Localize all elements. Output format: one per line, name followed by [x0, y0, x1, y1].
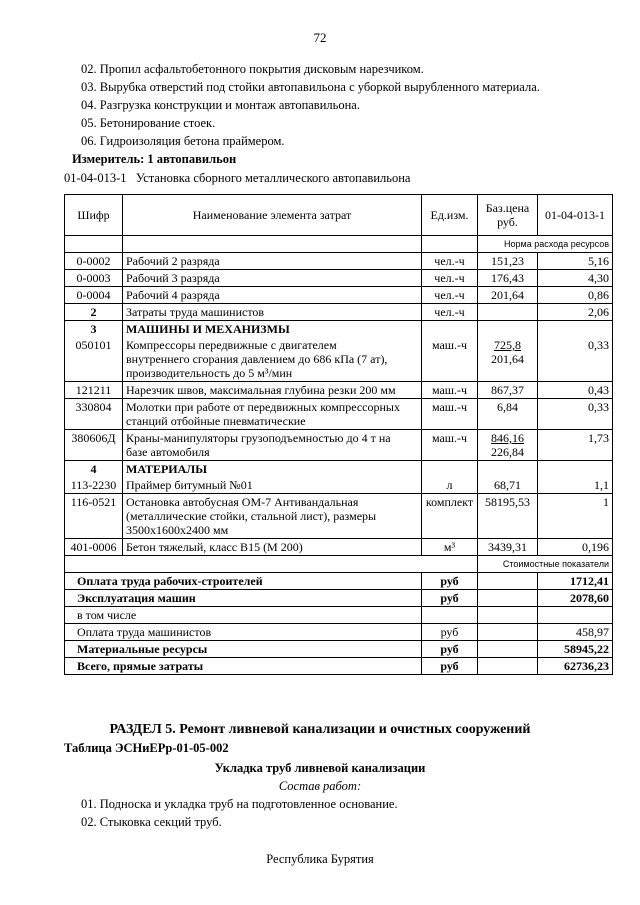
table-row: 121211 Нарезчик швов, максимальная глубина резки 200 мм маш.-ч 867,37 0,43 [65, 382, 613, 399]
summary-row: Всего, прямые затраты руб 62736,23 [65, 658, 613, 675]
cost-caption: Стоимостные показатели [478, 556, 613, 573]
resource-table [64, 194, 613, 675]
norm-caption: Норма расхода ресурсов [478, 236, 613, 253]
page-number: 72 [313, 30, 327, 45]
summary-row: в том числе [65, 607, 613, 624]
table-row: 113-2230 Праймер битумный №01 л 68,71 1,1 [65, 477, 613, 494]
table-row: 0-0004 Рабочий 4 разряда чел.-ч 201,64 0,86 [65, 287, 613, 304]
table-row: 116-0521 Остановка автобусная ОМ-7 Антивандальная (металлические стойки, стальной лист), размеры 3500х1600х2400 мм комплект 58195,53 1 [65, 494, 613, 539]
work-item: 02. Пропил асфальтобетонного покрытия дисковым нарезчиком. [81, 62, 424, 76]
summary-row: Оплата труда рабочих-строителей руб 1712,41 [65, 573, 613, 590]
section-title: РАЗДЕЛ 5. Ремонт ливневой канализации и очистных сооружений [109, 722, 531, 737]
works-caption: Состав работ: [278, 779, 362, 793]
table-row: 2 Затраты труда машинистов чел.-ч 2,06 [65, 304, 613, 321]
item-code: 01-04-013-1 [64, 171, 127, 185]
cost-caption-row [65, 556, 613, 573]
subtitle: Укладка труб ливневой канализации [214, 761, 426, 775]
summary-row: Оплата труда машинистов руб 458,97 [65, 624, 613, 641]
work-item: 06. Гидроизоляция бетона праймером. [81, 134, 285, 148]
header-name: Наименование элемента затрат [123, 195, 422, 236]
table-row: 0-0002 Рабочий 2 разряда чел.-ч 151,23 5,16 [65, 253, 613, 270]
work-item: 03. Вырубка отверстий под стойки автопавильона с уборкой вырубленного материала. [81, 80, 540, 94]
table-row: 050101 Компрессоры передвижные с двигателем внутреннего сгорания давлением до 686 кПа (7 ат), производительность до 5 м³/мин маш.-ч 725,8 201,64 0,33 [65, 337, 613, 382]
header-unit: Ед.изм. [422, 195, 478, 236]
item-title: Установка сборного металлического автопавильона [135, 171, 411, 185]
footer: Республика Бурятия [266, 852, 374, 866]
section-row: 4 МАТЕРИАЛЫ [65, 461, 613, 478]
norm-caption-row [65, 236, 613, 253]
header-code: Шифр [65, 195, 123, 236]
header-price: Баз.цена руб. [478, 195, 538, 236]
work-item: 01. Подноска и укладка труб на подготовленное основание. [81, 797, 398, 811]
work-item: 04. Разгрузка конструкции и монтаж автопавильона. [81, 98, 360, 112]
table-row: 0-0003 Рабочий 3 разряда чел.-ч 176,43 4,30 [65, 270, 613, 287]
work-item: 05. Бетонирование стоек. [81, 116, 216, 130]
measure-unit: Измеритель: 1 автопавильон [72, 152, 237, 166]
table-row: 380606Д Краны-манипуляторы грузоподъемностью до 4 т на базе автомобиля маш.-ч 846,16 226,84 1,73 [65, 430, 613, 461]
item-heading [64, 171, 410, 186]
summary-row: Эксплуатация машин руб 2078,60 [65, 590, 613, 607]
table-row: 330804 Молотки при работе от передвижных компрессорных станций отбойные пневматические маш.-ч 6,84 0,33 [65, 399, 613, 430]
section-row: 3 МАШИНЫ И МЕХАНИЗМЫ [65, 321, 613, 338]
work-item: 02. Стыковка секций труб. [81, 815, 222, 829]
table-id: Таблица ЭСНиЕРр-01-05-002 [64, 741, 229, 755]
summary-row: Материальные ресурсы руб 58945,22 [65, 641, 613, 658]
table-row: 401-0006 Бетон тяжелый, класс В15 (М 200) м³ 3439,31 0,196 [65, 539, 613, 556]
header-norm: 01-04-013-1 [538, 195, 613, 236]
table-header [65, 195, 613, 236]
